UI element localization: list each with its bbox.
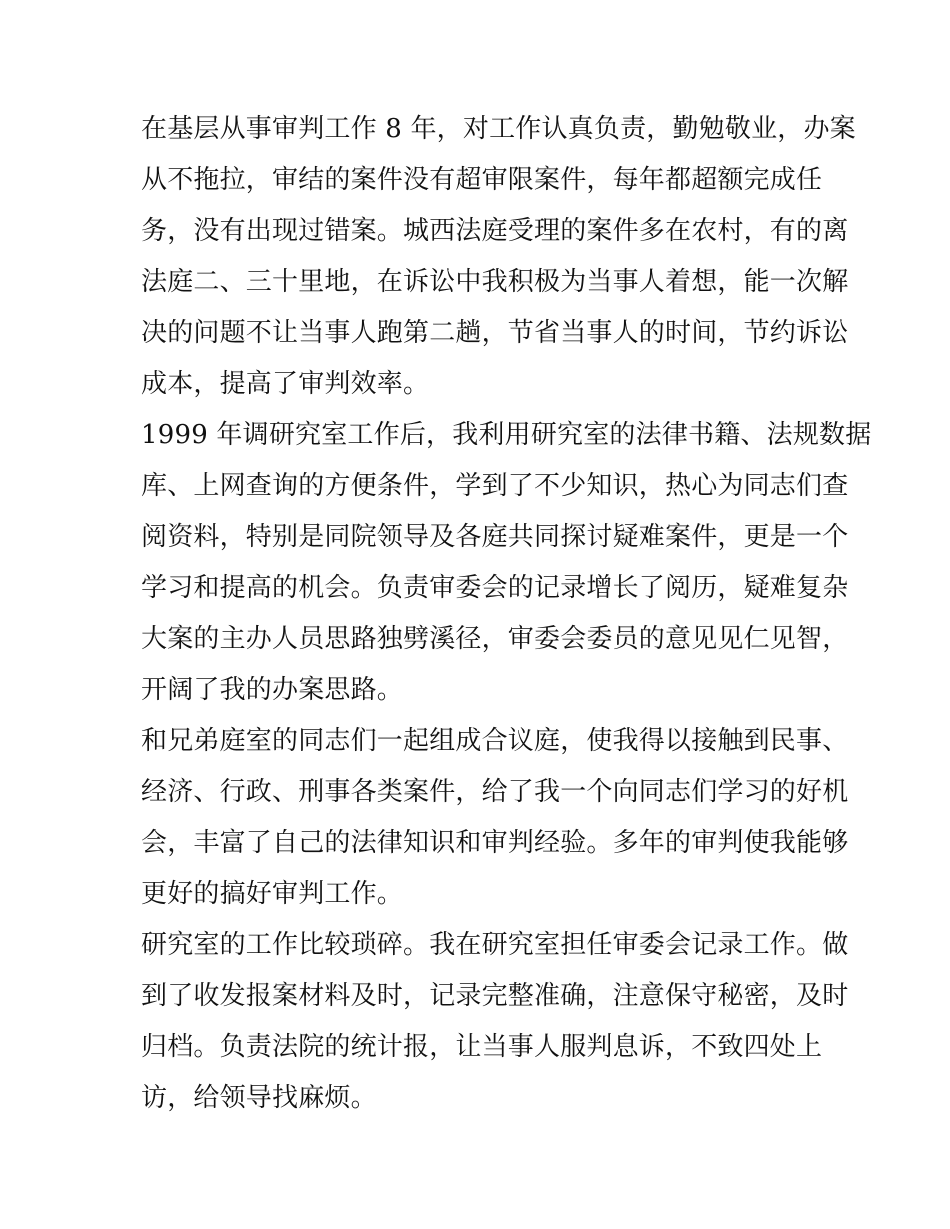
paragraph-line: 归档。负责法院的统计报，让当事人服判息诉，不致四处上 (141, 1032, 823, 1062)
paragraph-line: 在基层从事审判工作 8 年，对工作认真负责，勤勉敬业，办案 (141, 114, 856, 144)
paragraph-line: 访，给领导找麻烦。 (141, 1083, 377, 1113)
paragraph-1 (141, 104, 856, 410)
paragraph-line: 研究室的工作比较琐碎。我在研究室担任审委会记录工作。做 (141, 930, 849, 960)
document-body (141, 104, 872, 1124)
paragraph-line: 学习和提高的机会。负责审委会的记录增长了阅历，疑难复杂 (141, 573, 849, 603)
paragraph-line: 经济、行政、刑事各类案件，给了我一个向同志们学习的好机 (141, 777, 849, 807)
paragraph-line: 到了收发报案材料及时，记录完整准确，注意保守秘密，及时 (141, 981, 849, 1011)
paragraph-line: 决的问题不让当事人跑第二趟，节省当事人的时间，节约诉讼 (141, 318, 849, 348)
paragraph-line: 库、上网查询的方便条件，学到了不少知识，热心为同志们查 (141, 471, 849, 501)
paragraph-2 (141, 410, 872, 716)
paragraph-line: 法庭二、三十里地，在诉讼中我积极为当事人着想，能一次解 (141, 267, 849, 297)
paragraph-3 (141, 716, 849, 920)
paragraph-line: 阅资料，特别是同院领导及各庭共同探讨疑难案件，更是一个 (141, 522, 849, 552)
paragraph-line: 成本，提高了审判效率。 (141, 369, 430, 399)
paragraph-line: 和兄弟庭室的同志们一起组成合议庭，使我得以接触到民事、 (141, 726, 849, 756)
paragraph-line: 会，丰富了自己的法律知识和审判经验。多年的审判使我能够 (141, 828, 849, 858)
paragraph-line: 更好的搞好审判工作。 (141, 879, 404, 909)
paragraph-line: 大案的主办人员思路独劈溪径，审委会委员的意见见仁见智， (141, 624, 849, 654)
paragraph-line: 务，没有出现过错案。城西法庭受理的案件多在农村，有的离 (141, 216, 849, 246)
paragraph-line: 从不拖拉，审结的案件没有超审限案件，每年都超额完成任 (141, 165, 823, 195)
paragraph-line: 1999 年调研究室工作后，我利用研究室的法律书籍、法规数据 (141, 420, 872, 450)
paragraph-4 (141, 920, 849, 1124)
paragraph-line: 开阔了我的办案思路。 (141, 675, 404, 705)
